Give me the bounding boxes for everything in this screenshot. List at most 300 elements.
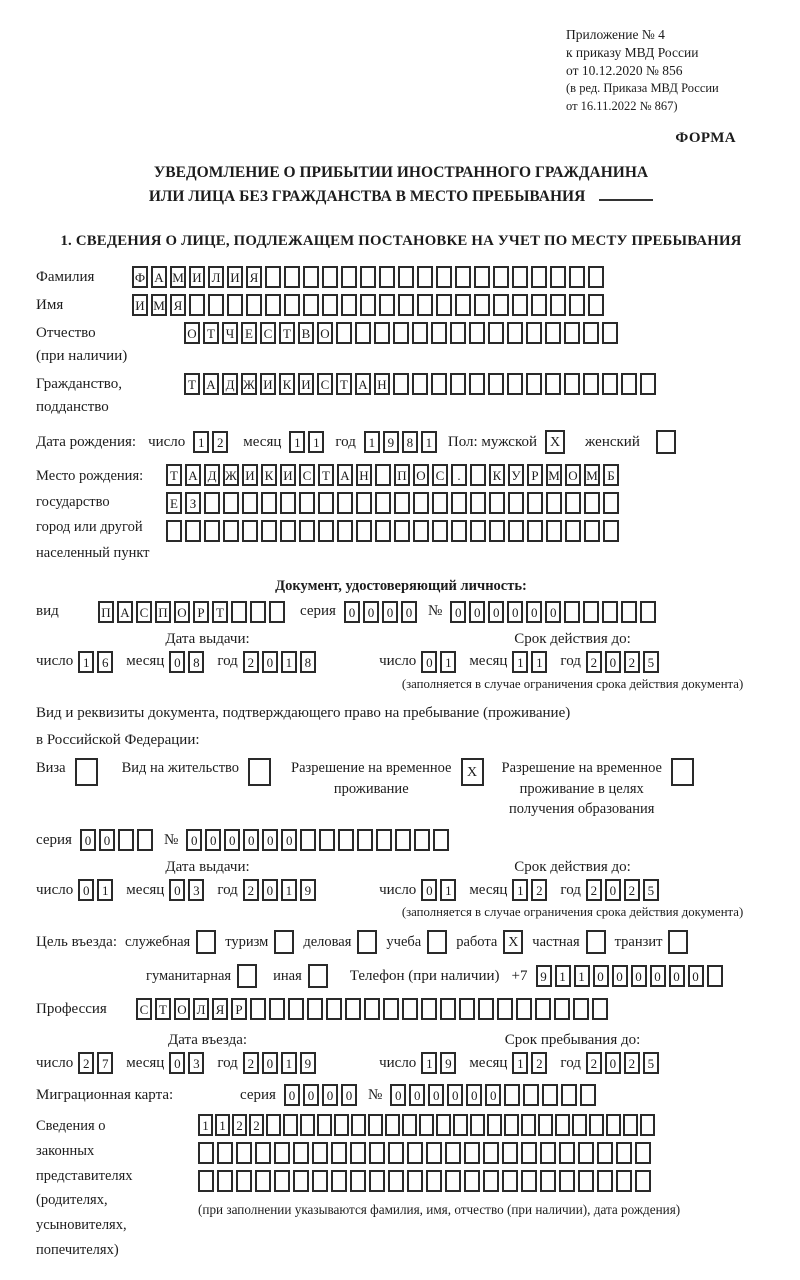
char-cell[interactable]: Р bbox=[527, 464, 543, 486]
char-cell[interactable] bbox=[118, 829, 134, 851]
char-cell[interactable] bbox=[419, 1114, 434, 1136]
purpose-study-checkbox[interactable] bbox=[427, 930, 447, 954]
char-cell[interactable] bbox=[602, 322, 618, 344]
char-cell[interactable] bbox=[322, 294, 338, 316]
char-cell[interactable]: А bbox=[185, 464, 201, 486]
char-cell[interactable] bbox=[185, 520, 201, 542]
char-cell[interactable]: С bbox=[299, 464, 315, 486]
char-cell[interactable]: Б bbox=[603, 464, 619, 486]
char-cell[interactable] bbox=[597, 1142, 613, 1164]
char-cell[interactable] bbox=[417, 294, 433, 316]
char-cell[interactable]: И bbox=[260, 373, 276, 395]
char-cell[interactable] bbox=[303, 266, 319, 288]
char-cell[interactable] bbox=[535, 998, 551, 1020]
char-cell[interactable]: И bbox=[242, 464, 258, 486]
char-cell[interactable] bbox=[464, 1170, 480, 1192]
char-cell[interactable] bbox=[274, 1142, 290, 1164]
char-cell[interactable]: 2 bbox=[624, 1052, 640, 1074]
char-cell[interactable]: Л bbox=[193, 998, 209, 1020]
char-cell[interactable]: 5 bbox=[643, 651, 659, 673]
char-cell[interactable]: Н bbox=[356, 464, 372, 486]
char-cell[interactable]: 0 bbox=[631, 965, 647, 987]
purpose-other-checkbox[interactable] bbox=[308, 964, 328, 988]
char-cell[interactable] bbox=[303, 294, 319, 316]
char-cell[interactable]: 2 bbox=[531, 1052, 547, 1074]
char-cell[interactable] bbox=[603, 520, 619, 542]
char-cell[interactable] bbox=[431, 373, 447, 395]
char-cell[interactable]: 0 bbox=[593, 965, 609, 987]
char-cell[interactable] bbox=[137, 829, 153, 851]
char-cell[interactable]: 9 bbox=[440, 1052, 456, 1074]
char-cell[interactable] bbox=[459, 998, 475, 1020]
char-cell[interactable] bbox=[393, 373, 409, 395]
char-cell[interactable]: 0 bbox=[262, 651, 278, 673]
char-cell[interactable]: 2 bbox=[586, 651, 602, 673]
char-cell[interactable] bbox=[356, 492, 372, 514]
visa-checkbox[interactable] bbox=[75, 758, 98, 786]
char-cell[interactable]: 1 bbox=[215, 1114, 230, 1136]
char-cell[interactable]: 0 bbox=[688, 965, 704, 987]
char-cell[interactable] bbox=[369, 1170, 385, 1192]
char-cell[interactable] bbox=[269, 601, 285, 623]
char-cell[interactable]: М bbox=[584, 464, 600, 486]
char-cell[interactable]: М bbox=[151, 294, 167, 316]
char-cell[interactable]: А bbox=[117, 601, 133, 623]
char-cell[interactable] bbox=[280, 520, 296, 542]
char-cell[interactable] bbox=[227, 294, 243, 316]
char-cell[interactable] bbox=[550, 294, 566, 316]
char-cell[interactable] bbox=[616, 1170, 632, 1192]
char-cell[interactable]: 9 bbox=[300, 879, 316, 901]
char-cell[interactable] bbox=[527, 520, 543, 542]
char-cell[interactable]: 1 bbox=[512, 879, 528, 901]
char-cell[interactable]: 9 bbox=[383, 431, 399, 453]
char-cell[interactable] bbox=[546, 520, 562, 542]
purpose-work-checkbox[interactable]: X bbox=[503, 930, 523, 954]
char-cell[interactable] bbox=[299, 520, 315, 542]
char-cell[interactable]: Д bbox=[204, 464, 220, 486]
char-cell[interactable] bbox=[564, 601, 580, 623]
char-cell[interactable] bbox=[280, 492, 296, 514]
char-cell[interactable]: С bbox=[260, 322, 276, 344]
char-cell[interactable] bbox=[412, 373, 428, 395]
char-cell[interactable]: Т bbox=[212, 601, 228, 623]
char-cell[interactable]: М bbox=[546, 464, 562, 486]
char-cell[interactable] bbox=[526, 373, 542, 395]
char-cell[interactable] bbox=[293, 1170, 309, 1192]
char-cell[interactable]: 3 bbox=[188, 879, 204, 901]
char-cell[interactable]: В bbox=[298, 322, 314, 344]
char-cell[interactable] bbox=[455, 294, 471, 316]
char-cell[interactable] bbox=[436, 294, 452, 316]
char-cell[interactable] bbox=[426, 1142, 442, 1164]
char-cell[interactable] bbox=[455, 266, 471, 288]
char-cell[interactable]: 8 bbox=[300, 651, 316, 673]
char-cell[interactable] bbox=[545, 322, 561, 344]
char-cell[interactable]: 8 bbox=[402, 431, 418, 453]
char-cell[interactable]: 1 bbox=[281, 651, 297, 673]
char-cell[interactable] bbox=[376, 829, 392, 851]
char-cell[interactable] bbox=[388, 1142, 404, 1164]
char-cell[interactable] bbox=[602, 373, 618, 395]
char-cell[interactable] bbox=[208, 294, 224, 316]
char-cell[interactable] bbox=[364, 998, 380, 1020]
char-cell[interactable]: 0 bbox=[224, 829, 240, 851]
char-cell[interactable]: Я bbox=[246, 266, 262, 288]
char-cell[interactable]: О bbox=[413, 464, 429, 486]
char-cell[interactable]: 0 bbox=[409, 1084, 425, 1106]
char-cell[interactable] bbox=[388, 1170, 404, 1192]
char-cell[interactable]: К bbox=[279, 373, 295, 395]
char-cell[interactable]: И bbox=[227, 266, 243, 288]
char-cell[interactable]: 2 bbox=[212, 431, 228, 453]
char-cell[interactable]: 1 bbox=[574, 965, 590, 987]
char-cell[interactable] bbox=[559, 1170, 575, 1192]
char-cell[interactable] bbox=[300, 1114, 315, 1136]
char-cell[interactable]: 5 bbox=[643, 879, 659, 901]
char-cell[interactable] bbox=[588, 266, 604, 288]
char-cell[interactable]: 1 bbox=[421, 1052, 437, 1074]
char-cell[interactable] bbox=[236, 1170, 252, 1192]
char-cell[interactable]: 0 bbox=[284, 1084, 300, 1106]
char-cell[interactable] bbox=[288, 998, 304, 1020]
char-cell[interactable]: 0 bbox=[401, 601, 417, 623]
char-cell[interactable] bbox=[707, 965, 723, 987]
char-cell[interactable]: О bbox=[565, 464, 581, 486]
char-cell[interactable] bbox=[504, 1084, 520, 1106]
char-cell[interactable] bbox=[432, 520, 448, 542]
char-cell[interactable]: Я bbox=[170, 294, 186, 316]
char-cell[interactable]: 0 bbox=[466, 1084, 482, 1106]
char-cell[interactable]: 1 bbox=[512, 651, 528, 673]
char-cell[interactable] bbox=[640, 373, 656, 395]
char-cell[interactable]: О bbox=[317, 322, 333, 344]
char-cell[interactable]: О bbox=[184, 322, 200, 344]
char-cell[interactable] bbox=[545, 373, 561, 395]
char-cell[interactable]: 0 bbox=[205, 829, 221, 851]
char-cell[interactable] bbox=[555, 1114, 570, 1136]
char-cell[interactable] bbox=[204, 492, 220, 514]
char-cell[interactable] bbox=[512, 294, 528, 316]
char-cell[interactable]: 0 bbox=[363, 601, 379, 623]
char-cell[interactable] bbox=[312, 1142, 328, 1164]
char-cell[interactable] bbox=[469, 373, 485, 395]
char-cell[interactable] bbox=[497, 998, 513, 1020]
char-cell[interactable] bbox=[269, 998, 285, 1020]
char-cell[interactable]: 0 bbox=[281, 829, 297, 851]
char-cell[interactable]: 1 bbox=[308, 431, 324, 453]
char-cell[interactable] bbox=[489, 492, 505, 514]
char-cell[interactable] bbox=[583, 322, 599, 344]
char-cell[interactable] bbox=[580, 1084, 596, 1106]
char-cell[interactable] bbox=[236, 1142, 252, 1164]
temp-residence-checkbox[interactable]: X bbox=[461, 758, 484, 786]
char-cell[interactable] bbox=[588, 294, 604, 316]
char-cell[interactable]: 0 bbox=[382, 601, 398, 623]
char-cell[interactable]: Я bbox=[212, 998, 228, 1020]
char-cell[interactable]: 2 bbox=[243, 1052, 259, 1074]
char-cell[interactable]: 0 bbox=[605, 879, 621, 901]
char-cell[interactable] bbox=[318, 492, 334, 514]
char-cell[interactable]: 0 bbox=[507, 601, 523, 623]
char-cell[interactable] bbox=[564, 373, 580, 395]
char-cell[interactable] bbox=[217, 1142, 233, 1164]
char-cell[interactable]: 6 bbox=[97, 651, 113, 673]
char-cell[interactable]: 0 bbox=[428, 1084, 444, 1106]
char-cell[interactable]: 0 bbox=[605, 651, 621, 673]
char-cell[interactable] bbox=[421, 998, 437, 1020]
char-cell[interactable]: 0 bbox=[262, 879, 278, 901]
char-cell[interactable]: 9 bbox=[536, 965, 552, 987]
char-cell[interactable]: 1 bbox=[97, 879, 113, 901]
char-cell[interactable]: 8 bbox=[188, 651, 204, 673]
char-cell[interactable] bbox=[621, 601, 637, 623]
char-cell[interactable] bbox=[493, 266, 509, 288]
char-cell[interactable] bbox=[360, 266, 376, 288]
char-cell[interactable] bbox=[470, 520, 486, 542]
female-checkbox[interactable] bbox=[656, 430, 676, 454]
char-cell[interactable]: 2 bbox=[232, 1114, 247, 1136]
char-cell[interactable]: Т bbox=[184, 373, 200, 395]
char-cell[interactable]: Н bbox=[374, 373, 390, 395]
char-cell[interactable] bbox=[538, 1114, 553, 1136]
char-cell[interactable]: Д bbox=[222, 373, 238, 395]
char-cell[interactable] bbox=[242, 492, 258, 514]
char-cell[interactable] bbox=[198, 1142, 214, 1164]
char-cell[interactable] bbox=[350, 1170, 366, 1192]
char-cell[interactable] bbox=[246, 294, 262, 316]
char-cell[interactable]: 1 bbox=[440, 879, 456, 901]
char-cell[interactable]: Е bbox=[166, 492, 182, 514]
char-cell[interactable] bbox=[189, 294, 205, 316]
char-cell[interactable] bbox=[445, 1170, 461, 1192]
char-cell[interactable]: 0 bbox=[243, 829, 259, 851]
char-cell[interactable]: Т bbox=[279, 322, 295, 344]
char-cell[interactable] bbox=[360, 294, 376, 316]
char-cell[interactable]: 1 bbox=[440, 651, 456, 673]
char-cell[interactable] bbox=[526, 322, 542, 344]
char-cell[interactable]: 0 bbox=[344, 601, 360, 623]
char-cell[interactable] bbox=[451, 492, 467, 514]
char-cell[interactable]: 2 bbox=[78, 1052, 94, 1074]
char-cell[interactable] bbox=[540, 1142, 556, 1164]
char-cell[interactable] bbox=[375, 492, 391, 514]
char-cell[interactable] bbox=[351, 1114, 366, 1136]
char-cell[interactable] bbox=[602, 601, 618, 623]
char-cell[interactable]: П bbox=[155, 601, 171, 623]
char-cell[interactable] bbox=[489, 520, 505, 542]
char-cell[interactable] bbox=[261, 520, 277, 542]
char-cell[interactable] bbox=[326, 998, 342, 1020]
char-cell[interactable]: 1 bbox=[555, 965, 571, 987]
char-cell[interactable] bbox=[546, 492, 562, 514]
char-cell[interactable] bbox=[223, 492, 239, 514]
char-cell[interactable]: 0 bbox=[322, 1084, 338, 1106]
char-cell[interactable] bbox=[398, 294, 414, 316]
char-cell[interactable] bbox=[521, 1170, 537, 1192]
char-cell[interactable] bbox=[338, 829, 354, 851]
char-cell[interactable] bbox=[565, 492, 581, 514]
char-cell[interactable] bbox=[573, 998, 589, 1020]
char-cell[interactable] bbox=[474, 266, 490, 288]
char-cell[interactable] bbox=[318, 520, 334, 542]
char-cell[interactable]: Ч bbox=[222, 322, 238, 344]
char-cell[interactable]: Ф bbox=[132, 266, 148, 288]
char-cell[interactable] bbox=[398, 266, 414, 288]
char-cell[interactable]: 0 bbox=[169, 879, 185, 901]
char-cell[interactable] bbox=[345, 998, 361, 1020]
char-cell[interactable]: А bbox=[151, 266, 167, 288]
char-cell[interactable]: 0 bbox=[169, 1052, 185, 1074]
purpose-humanitarian-checkbox[interactable] bbox=[237, 964, 257, 988]
char-cell[interactable]: 0 bbox=[650, 965, 666, 987]
char-cell[interactable] bbox=[274, 1170, 290, 1192]
char-cell[interactable] bbox=[402, 1114, 417, 1136]
purpose-business-checkbox[interactable] bbox=[357, 930, 377, 954]
char-cell[interactable] bbox=[621, 373, 637, 395]
purpose-tourism-checkbox[interactable] bbox=[274, 930, 294, 954]
char-cell[interactable] bbox=[261, 492, 277, 514]
char-cell[interactable] bbox=[474, 294, 490, 316]
char-cell[interactable] bbox=[198, 1170, 214, 1192]
char-cell[interactable] bbox=[379, 266, 395, 288]
char-cell[interactable] bbox=[561, 1084, 577, 1106]
char-cell[interactable]: 0 bbox=[262, 1052, 278, 1074]
char-cell[interactable]: С bbox=[136, 998, 152, 1020]
char-cell[interactable]: 1 bbox=[198, 1114, 213, 1136]
char-cell[interactable] bbox=[284, 266, 300, 288]
char-cell[interactable]: М bbox=[170, 266, 186, 288]
char-cell[interactable]: Ж bbox=[241, 373, 257, 395]
char-cell[interactable]: 1 bbox=[78, 651, 94, 673]
char-cell[interactable] bbox=[284, 294, 300, 316]
char-cell[interactable] bbox=[231, 601, 247, 623]
char-cell[interactable]: 2 bbox=[586, 1052, 602, 1074]
char-cell[interactable] bbox=[393, 322, 409, 344]
char-cell[interactable]: 0 bbox=[303, 1084, 319, 1106]
char-cell[interactable]: 0 bbox=[169, 651, 185, 673]
purpose-transit-checkbox[interactable] bbox=[668, 930, 688, 954]
char-cell[interactable] bbox=[357, 829, 373, 851]
char-cell[interactable]: 1 bbox=[421, 431, 437, 453]
char-cell[interactable] bbox=[337, 520, 353, 542]
char-cell[interactable] bbox=[572, 1114, 587, 1136]
residence-permit-checkbox[interactable] bbox=[248, 758, 271, 786]
char-cell[interactable]: 0 bbox=[450, 601, 466, 623]
char-cell[interactable] bbox=[374, 322, 390, 344]
char-cell[interactable] bbox=[542, 1084, 558, 1106]
char-cell[interactable] bbox=[317, 1114, 332, 1136]
char-cell[interactable] bbox=[470, 464, 486, 486]
char-cell[interactable] bbox=[623, 1114, 638, 1136]
char-cell[interactable] bbox=[487, 1114, 502, 1136]
char-cell[interactable] bbox=[508, 520, 524, 542]
char-cell[interactable] bbox=[299, 492, 315, 514]
char-cell[interactable]: К bbox=[261, 464, 277, 486]
char-cell[interactable] bbox=[368, 1114, 383, 1136]
char-cell[interactable] bbox=[336, 322, 352, 344]
char-cell[interactable] bbox=[266, 1114, 281, 1136]
char-cell[interactable]: К bbox=[489, 464, 505, 486]
char-cell[interactable] bbox=[584, 492, 600, 514]
char-cell[interactable] bbox=[516, 998, 532, 1020]
char-cell[interactable] bbox=[502, 1142, 518, 1164]
char-cell[interactable]: А bbox=[203, 373, 219, 395]
char-cell[interactable] bbox=[312, 1170, 328, 1192]
char-cell[interactable]: П bbox=[394, 464, 410, 486]
char-cell[interactable] bbox=[493, 294, 509, 316]
char-cell[interactable] bbox=[464, 1142, 480, 1164]
char-cell[interactable] bbox=[451, 520, 467, 542]
char-cell[interactable]: 0 bbox=[526, 601, 542, 623]
char-cell[interactable]: Е bbox=[241, 322, 257, 344]
char-cell[interactable] bbox=[407, 1170, 423, 1192]
char-cell[interactable]: 0 bbox=[669, 965, 685, 987]
char-cell[interactable]: З bbox=[185, 492, 201, 514]
char-cell[interactable]: Т bbox=[203, 322, 219, 344]
char-cell[interactable] bbox=[375, 464, 391, 486]
char-cell[interactable]: П bbox=[98, 601, 114, 623]
char-cell[interactable] bbox=[166, 520, 182, 542]
char-cell[interactable] bbox=[307, 998, 323, 1020]
char-cell[interactable] bbox=[507, 373, 523, 395]
char-cell[interactable]: Т bbox=[336, 373, 352, 395]
char-cell[interactable]: О bbox=[174, 601, 190, 623]
char-cell[interactable]: 2 bbox=[243, 651, 259, 673]
char-cell[interactable] bbox=[242, 520, 258, 542]
char-cell[interactable] bbox=[488, 322, 504, 344]
char-cell[interactable] bbox=[564, 322, 580, 344]
char-cell[interactable]: 2 bbox=[531, 879, 547, 901]
char-cell[interactable] bbox=[334, 1114, 349, 1136]
char-cell[interactable] bbox=[507, 322, 523, 344]
char-cell[interactable] bbox=[394, 492, 410, 514]
char-cell[interactable]: 1 bbox=[531, 651, 547, 673]
char-cell[interactable]: С bbox=[317, 373, 333, 395]
char-cell[interactable] bbox=[550, 266, 566, 288]
char-cell[interactable] bbox=[470, 492, 486, 514]
char-cell[interactable] bbox=[350, 1142, 366, 1164]
char-cell[interactable]: 2 bbox=[249, 1114, 264, 1136]
purpose-official-checkbox[interactable] bbox=[196, 930, 216, 954]
char-cell[interactable] bbox=[319, 829, 335, 851]
char-cell[interactable] bbox=[478, 998, 494, 1020]
male-checkbox[interactable]: X bbox=[545, 430, 565, 454]
char-cell[interactable] bbox=[583, 373, 599, 395]
char-cell[interactable] bbox=[635, 1170, 651, 1192]
char-cell[interactable] bbox=[440, 998, 456, 1020]
char-cell[interactable]: И bbox=[280, 464, 296, 486]
char-cell[interactable]: А bbox=[337, 464, 353, 486]
char-cell[interactable]: 3 bbox=[188, 1052, 204, 1074]
char-cell[interactable]: 2 bbox=[624, 651, 640, 673]
char-cell[interactable] bbox=[432, 492, 448, 514]
char-cell[interactable] bbox=[531, 266, 547, 288]
char-cell[interactable]: А bbox=[355, 373, 371, 395]
char-cell[interactable] bbox=[569, 266, 585, 288]
char-cell[interactable]: И bbox=[298, 373, 314, 395]
char-cell[interactable] bbox=[483, 1170, 499, 1192]
char-cell[interactable] bbox=[445, 1142, 461, 1164]
char-cell[interactable] bbox=[395, 829, 411, 851]
char-cell[interactable] bbox=[589, 1114, 604, 1136]
char-cell[interactable]: И bbox=[132, 294, 148, 316]
char-cell[interactable] bbox=[640, 601, 656, 623]
char-cell[interactable] bbox=[640, 1114, 655, 1136]
char-cell[interactable] bbox=[488, 373, 504, 395]
char-cell[interactable]: Р bbox=[231, 998, 247, 1020]
char-cell[interactable] bbox=[592, 998, 608, 1020]
